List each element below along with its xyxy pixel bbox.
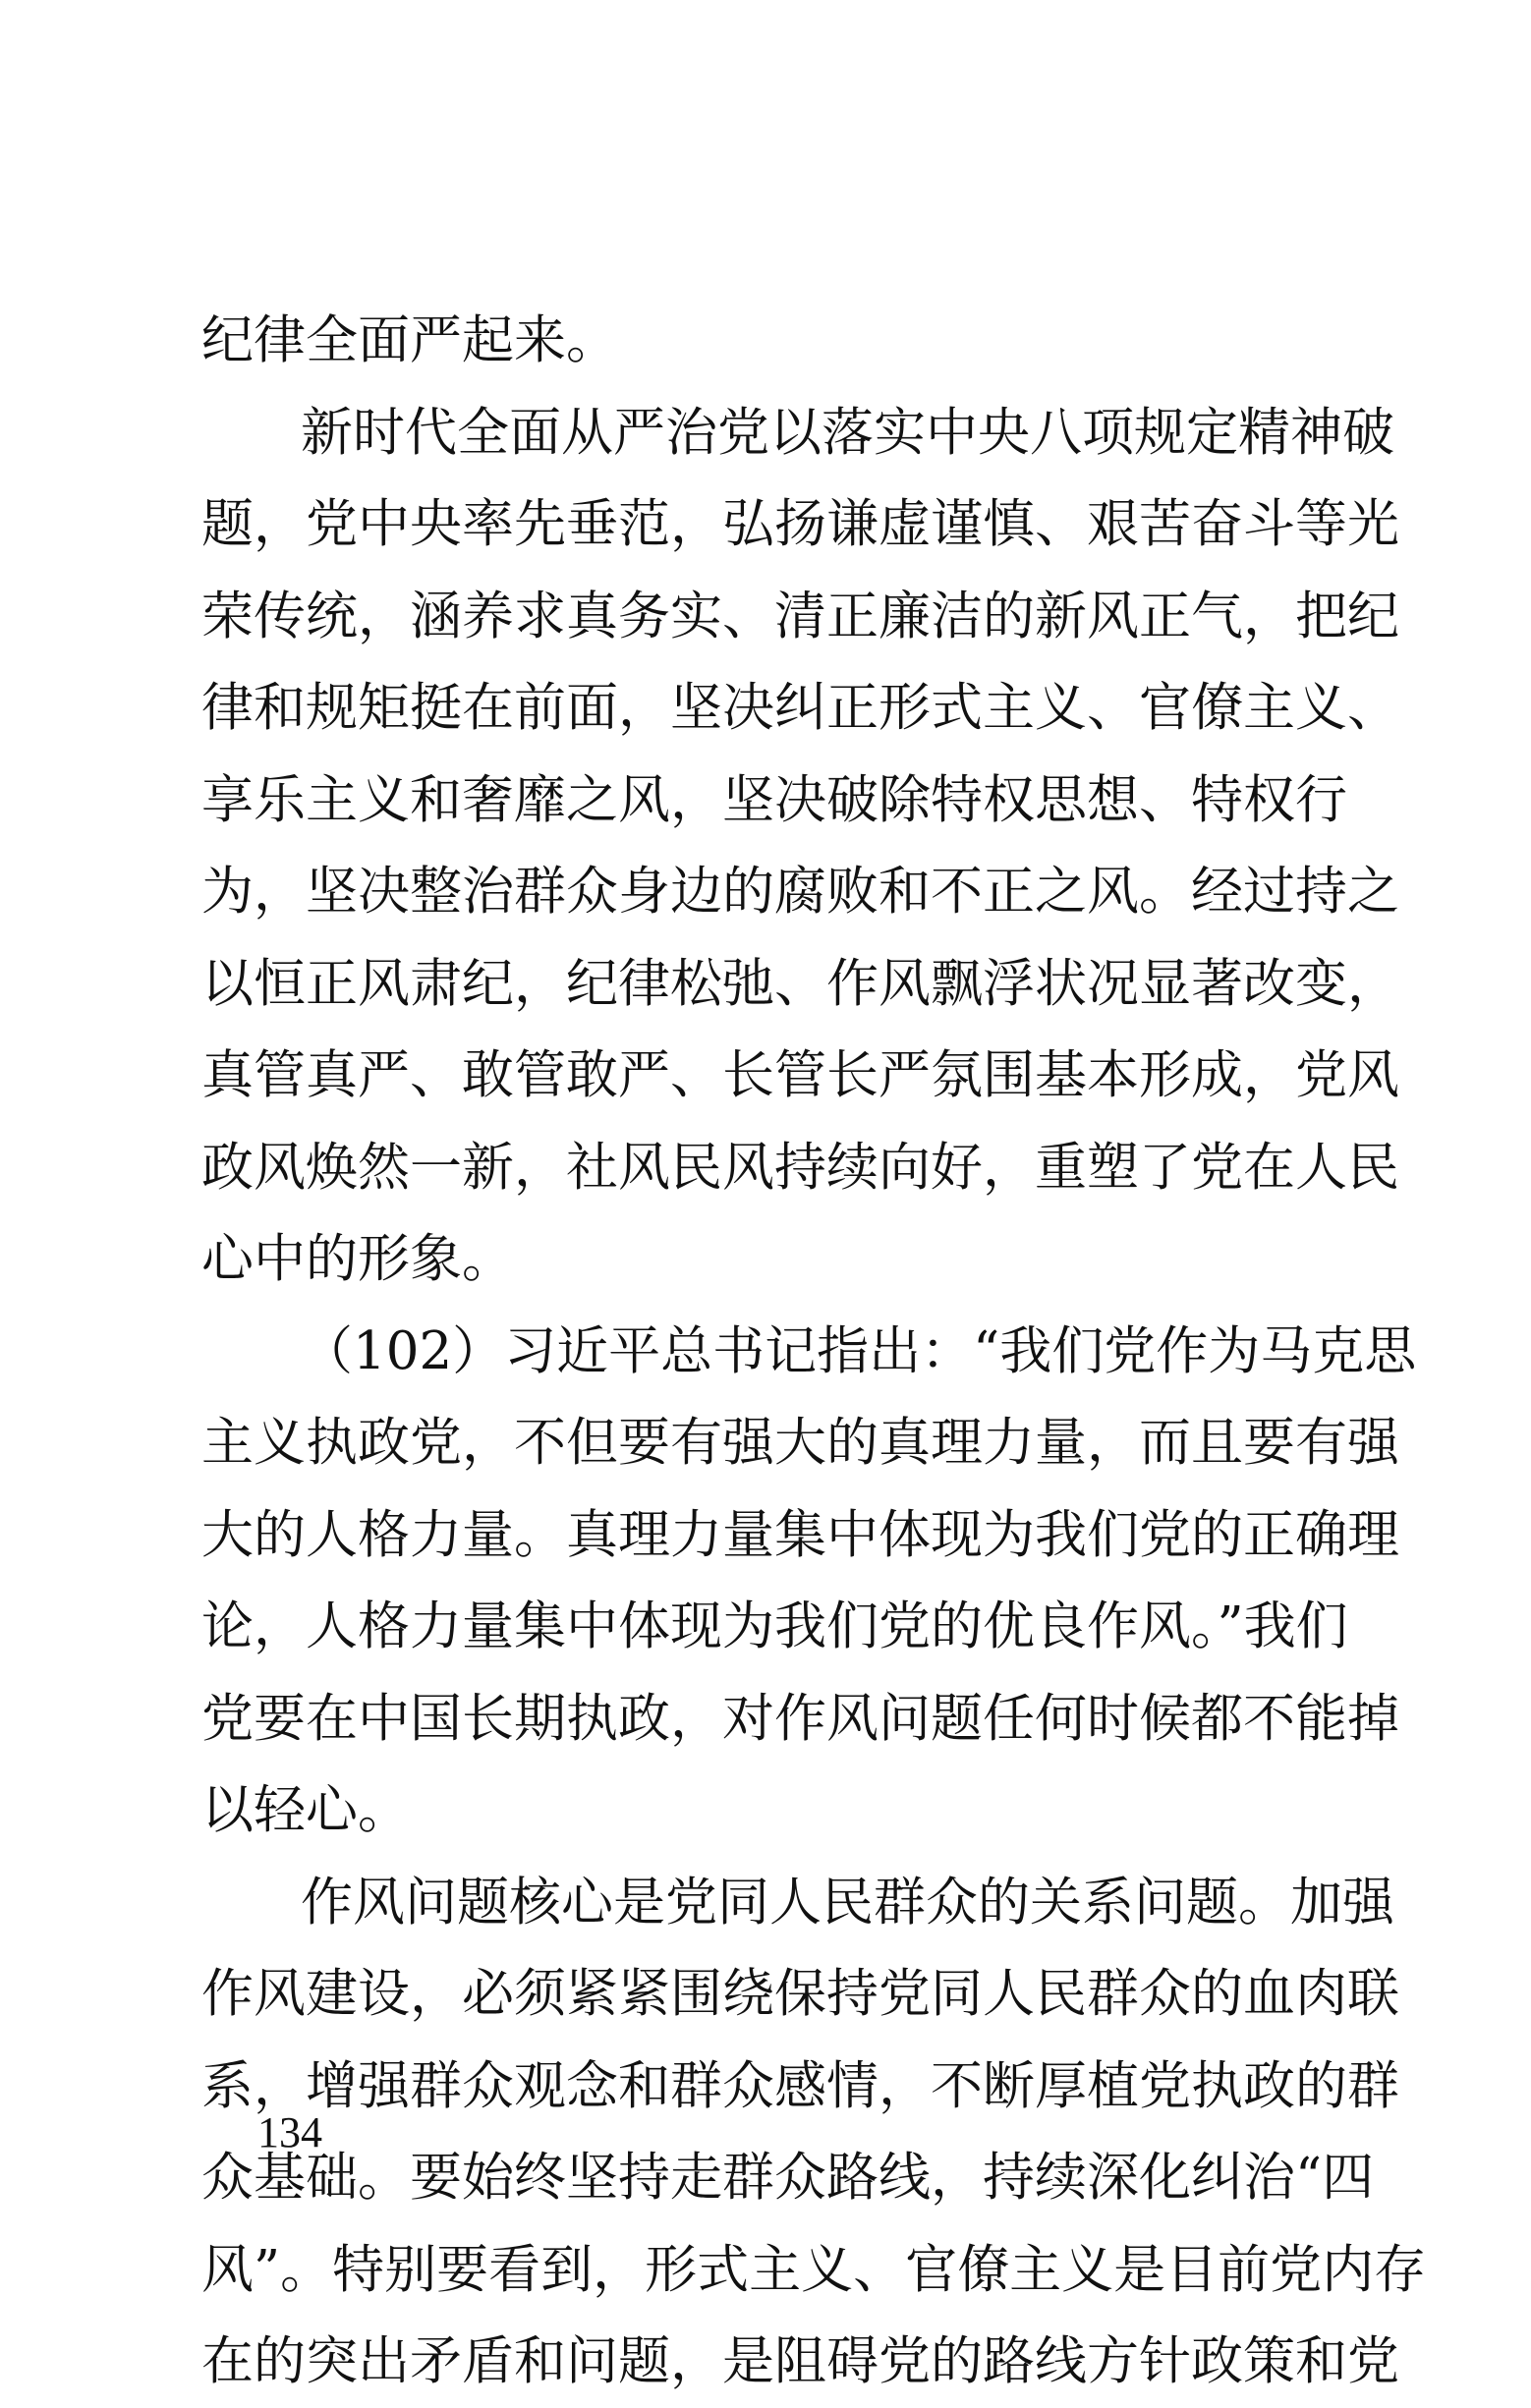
text-line: 真管真严、敢管敢严、长管长严氛围基本形成，党风 — [201, 1045, 1399, 1105]
text-line: 律和规矩挺在前面，坚决纠正形式主义、官僚主义、 — [201, 678, 1399, 738]
text-line: 荣传统，涵养求真务实、清正廉洁的新风正气，把纪 — [201, 586, 1399, 646]
text-line: 众基础。要始终坚持走群众路线，持续深化纠治“四 — [201, 2148, 1375, 2208]
text-line: 政风焕然一新，社风民风持续向好，重塑了党在人民 — [201, 1137, 1399, 1198]
text-line: 系，增强群众观念和群众感情，不断厚植党执政的群 — [201, 2055, 1399, 2116]
text-line: 新时代全面从严治党以落实中央八项规定精神破 — [301, 402, 1394, 463]
text-line: 心中的形象。 — [201, 1229, 514, 1289]
text-line: 为，坚决整治群众身边的腐败和不正之风。经过持之 — [201, 862, 1399, 922]
text-line: 以恒正风肃纪，纪律松弛、作风飘浮状况显著改变， — [201, 953, 1399, 1014]
body-text — [201, 295, 1427, 2408]
text-line: （102）习近平总书记指出：“我们党作为马克思 — [301, 1320, 1417, 1381]
text-line: 题，党中央率先垂范，弘扬谦虚谨慎、艰苦奋斗等光 — [201, 494, 1399, 554]
page-number: 134 — [257, 2108, 322, 2156]
text-line: 党要在中国长期执政，对作风问题任何时候都不能掉 — [201, 1688, 1399, 1749]
text-line: 风”。特别要看到，形式主义、官僚主义是目前党内存 — [201, 2239, 1427, 2300]
text-line: 在的突出矛盾和问题，是阻碍党的路线方针政策和党 — [201, 2331, 1399, 2391]
text-line: 主义执政党，不但要有强大的真理力量，而且要有强 — [201, 1413, 1399, 1473]
text-line: 以轻心。 — [201, 1780, 410, 1840]
text-line: 大的人格力量。真理力量集中体现为我们党的正确理 — [201, 1504, 1399, 1565]
text-line: 享乐主义和奢靡之风，坚决破除特权思想、特权行 — [201, 769, 1347, 830]
text-line: 作风问题核心是党同人民群众的关系问题。加强 — [301, 1872, 1394, 1932]
text-line: 纪律全面严起来。 — [201, 310, 618, 370]
text-line: 论，人格力量集中体现为我们党的优良作风。”我们 — [201, 1596, 1348, 1656]
text-line: 作风建设，必须紧紧围绕保持党同人民群众的血肉联 — [201, 1964, 1399, 2024]
